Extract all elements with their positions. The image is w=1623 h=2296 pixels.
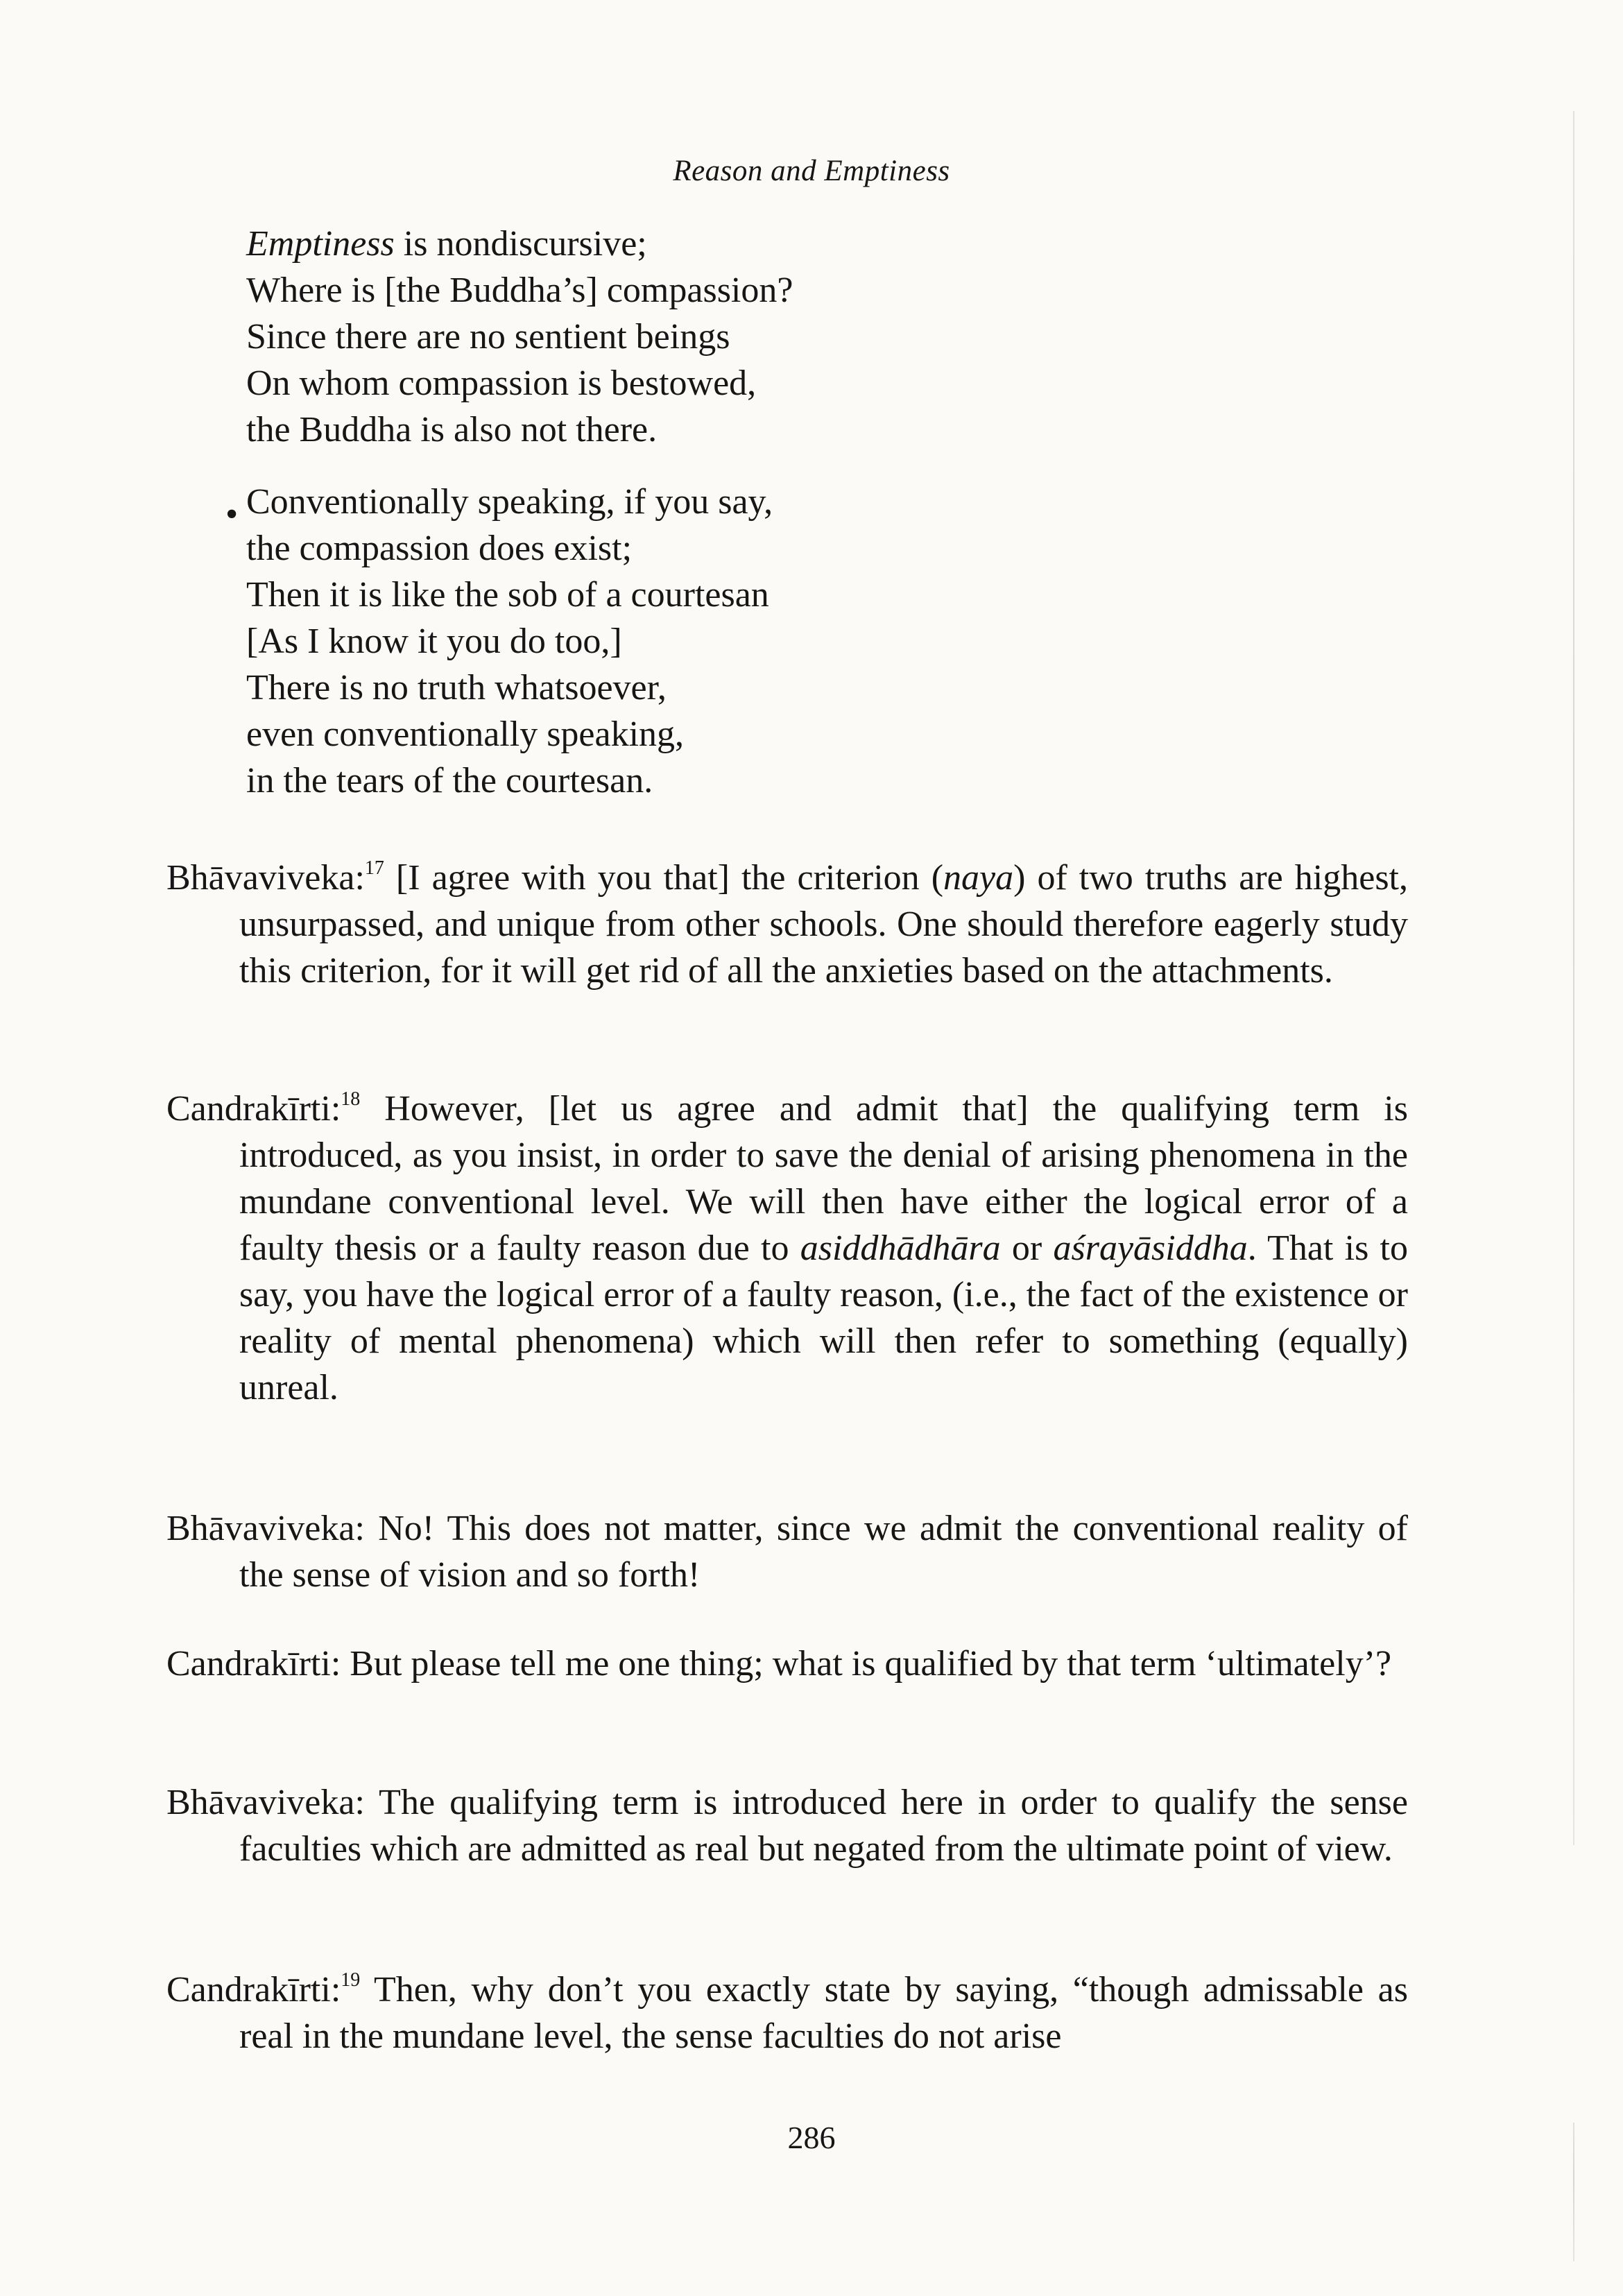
verse-line: [As I know it you do too,] [246,622,622,661]
speaker-name: Bhāvaviveka: [166,1783,365,1822]
paragraph-text: However, [let us agree and admit that] the qualifying term is introduced, as you insist, in order to save the denial of arising phenomena in the mundane conventional level. We will then have either the logical error of a faulty thesis or a faulty reason due to [239,1089,1408,1268]
speaker-name: Bhāvaviveka: [166,858,365,898]
speaker-name: Bhāvaviveka: [166,1509,365,1548]
emphasis: aśrayāsiddha [1053,1228,1248,1268]
emphasis: asiddhādhāra [800,1228,1001,1268]
emphasis: Emptiness [246,224,395,264]
dialogue-paragraph-candrakirti-3 [166,1967,1408,2059]
footnote-marker: 18 [341,1088,361,1110]
paragraph-text: The qualifying term is introduced here in order to qualify the sense faculties which are admitted as real but negated from the ultimate point of view. [239,1783,1408,1869]
paragraph-text: No! This does not matter, since we admit the conventional reality of the sense of vision and so forth! [239,1509,1408,1595]
verse-stanza-1 [246,221,793,453]
verse-line: Since there are no sentient beings [246,317,730,357]
speaker-name: Candrakīrti: [166,1089,341,1129]
verse-line: There is no truth whatsoever, [246,668,667,708]
dialogue-paragraph-bhavaviveka-3 [166,1779,1408,1872]
paragraph-text: [I agree with you that] the criterion ( [384,858,944,898]
verse-line: Where is [the Buddha’s] compassion? [246,271,793,310]
dialogue-paragraph-candrakirti-2 [166,1640,1408,1687]
dialogue-paragraph-candrakirti-1 [166,1086,1408,1411]
verse-line: On whom compassion is bestowed, [246,363,757,403]
footnote-marker: 19 [341,1969,361,1991]
paragraph-text: But please tell me one thing; what is qualified by that term ‘ultimately’? [341,1644,1392,1684]
verse-line: the compassion does exist; [246,529,633,568]
verse-text: is nondiscursive; [394,224,647,264]
page-edge-shadow [1573,111,1574,1845]
paragraph-text: Then, why don’t you exactly state by saying, “though admissable as real in the mundane level, the sense faculties do not arise [239,1970,1408,2056]
verse-line: even conventionally speaking, [246,714,685,754]
speaker-name: Candrakīrti: [166,1970,341,2010]
footnote-marker: 17 [364,857,384,879]
verse-line [246,221,793,267]
emphasis: naya [943,858,1014,898]
verse-line: the Buddha is also not there. [246,410,658,449]
dialogue-paragraph-bhavaviveka-2 [166,1505,1408,1598]
bullet-mark: • [225,495,239,534]
paragraph-text: ) of two truths are highest, unsurpassed, and unique from other schools. One should therefore eagerly study this criterion, for it will get rid of all the anxieties based on the attachments. [239,858,1408,991]
paragraph-text: . That is to say, you have the logical error of a faulty reason, (i.e., the fact of the existence or reality of mental phenomena) which will then refer to something (equally) unreal. [239,1228,1409,1407]
speaker-name: Candrakīrti: [166,1644,341,1684]
verse-line: in the tears of the courtesan. [246,761,653,800]
dialogue-paragraph-bhavaviveka-1 [166,855,1408,994]
verse-stanza-2 [246,479,773,804]
verse-line: Conventionally speaking, if you say, [246,482,773,522]
paragraph-text: or [1000,1228,1054,1268]
running-header: Reason and Emptiness [673,155,950,187]
verse-line: Then it is like the sob of a courtesan [246,575,769,615]
page-number: 286 [787,2120,836,2155]
